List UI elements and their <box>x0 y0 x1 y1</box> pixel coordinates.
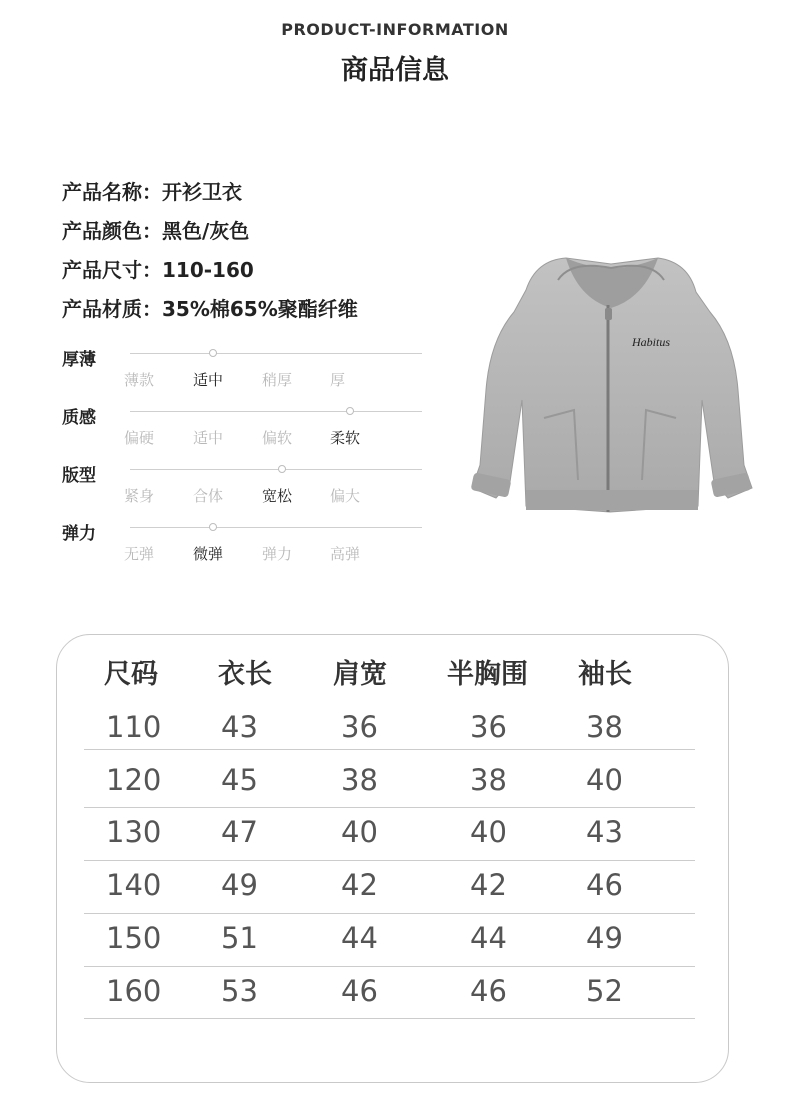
table-cell: 44 <box>470 921 507 955</box>
attr-label: 厚薄 <box>62 350 96 370</box>
header-cell: 袖长 <box>578 659 632 690</box>
attr-option: 薄款 <box>124 371 155 389</box>
attr-thickness <box>62 345 382 403</box>
attr-option: 无弹 <box>124 545 155 563</box>
attr-option: 高弹 <box>330 545 361 563</box>
attr-indicator-dot <box>346 407 354 415</box>
attr-indicator-dot <box>209 349 217 357</box>
attr-texture <box>62 403 382 461</box>
attr-option: 偏硬 <box>124 429 155 447</box>
row-divider <box>84 749 695 750</box>
header-cell: 尺码 <box>104 659 158 690</box>
table-cell: 53 <box>221 974 258 1008</box>
attr-option: 偏软 <box>262 429 293 447</box>
table-cell: 40 <box>470 815 507 849</box>
table-cell: 51 <box>221 921 258 955</box>
row-divider <box>84 807 695 808</box>
info-row-name: 产品名称：开衫卫衣 <box>62 180 242 204</box>
attr-label: 版型 <box>62 466 96 486</box>
attr-option: 适中 <box>193 371 224 389</box>
attr-scale-line <box>130 353 422 354</box>
table-cell: 38 <box>586 710 623 744</box>
table-cell: 45 <box>221 763 258 797</box>
attr-indicator-dot <box>278 465 286 473</box>
table-cell: 140 <box>106 868 162 902</box>
product-image-hoodie <box>466 250 756 530</box>
table-cell: 43 <box>586 815 623 849</box>
table-cell: 38 <box>341 763 378 797</box>
info-label: 产品颜色 <box>62 219 142 243</box>
product-info-list <box>62 176 358 332</box>
table-cell: 130 <box>106 815 162 849</box>
info-value: 35%棉65%聚酯纤维 <box>162 297 358 321</box>
attr-scale-line <box>130 411 422 412</box>
attr-label: 质感 <box>62 408 96 428</box>
attr-option: 弹力 <box>262 545 293 563</box>
table-row <box>0 710 790 762</box>
table-cell: 40 <box>341 815 378 849</box>
table-cell: 46 <box>470 974 507 1008</box>
attr-fit <box>62 461 382 519</box>
table-cell: 42 <box>341 868 378 902</box>
table-cell: 36 <box>341 710 378 744</box>
attr-option: 柔软 <box>330 429 361 447</box>
hoodie-logo-text: Habitus <box>632 335 671 349</box>
attr-scale-line <box>130 527 422 528</box>
table-cell: 42 <box>470 868 507 902</box>
attr-option: 宽松 <box>262 487 293 505</box>
table-cell: 46 <box>586 868 623 902</box>
table-cell: 38 <box>470 763 507 797</box>
attr-indicator-dot <box>209 523 217 531</box>
attr-option: 适中 <box>193 429 224 447</box>
info-label: 产品名称 <box>62 180 142 204</box>
table-cell: 43 <box>221 710 258 744</box>
table-cell: 49 <box>221 868 258 902</box>
table-cell: 47 <box>221 815 258 849</box>
attr-option: 合体 <box>193 487 224 505</box>
attribute-scales <box>62 345 382 577</box>
attr-option: 厚 <box>330 371 346 389</box>
table-cell: 150 <box>106 921 162 955</box>
info-value: 110-160 <box>162 258 254 282</box>
info-row-material: 产品材质：35%棉65%聚酯纤维 <box>62 297 358 321</box>
attr-elasticity <box>62 519 382 577</box>
table-cell: 120 <box>106 763 162 797</box>
table-cell: 44 <box>341 921 378 955</box>
info-row-size: 产品尺寸：110-160 <box>62 258 254 282</box>
section-title-cn: 商品信息 <box>341 55 449 86</box>
table-cell: 49 <box>586 921 623 955</box>
table-cell: 40 <box>586 763 623 797</box>
info-label: 产品材质 <box>62 297 142 321</box>
attr-option: 偏大 <box>330 487 361 505</box>
hoodie-icon <box>466 250 756 530</box>
info-value: 开衫卫衣 <box>162 180 242 204</box>
row-divider <box>84 860 695 861</box>
attr-scale-line <box>130 469 422 470</box>
section-title-en: PRODUCT-INFORMATION <box>281 20 509 39</box>
header-cell: 半胸围 <box>447 659 528 690</box>
row-divider <box>84 1018 695 1019</box>
table-cell: 36 <box>470 710 507 744</box>
info-value: 黑色/灰色 <box>162 219 250 243</box>
table-cell: 46 <box>341 974 378 1008</box>
attr-option: 稍厚 <box>262 371 293 389</box>
table-cell: 110 <box>106 710 162 744</box>
info-label: 产品尺寸 <box>62 258 142 282</box>
info-row-color: 产品颜色：黑色/灰色 <box>62 219 250 243</box>
header-cell: 肩宽 <box>333 659 387 690</box>
attr-option: 微弹 <box>193 545 224 563</box>
size-table-header <box>0 652 790 694</box>
header-cell: 衣长 <box>218 659 272 690</box>
table-cell: 160 <box>106 974 162 1008</box>
table-cell: 52 <box>586 974 623 1008</box>
attr-label: 弹力 <box>62 524 96 544</box>
row-divider <box>84 913 695 914</box>
row-divider <box>84 966 695 967</box>
attr-option: 紧身 <box>124 487 155 505</box>
